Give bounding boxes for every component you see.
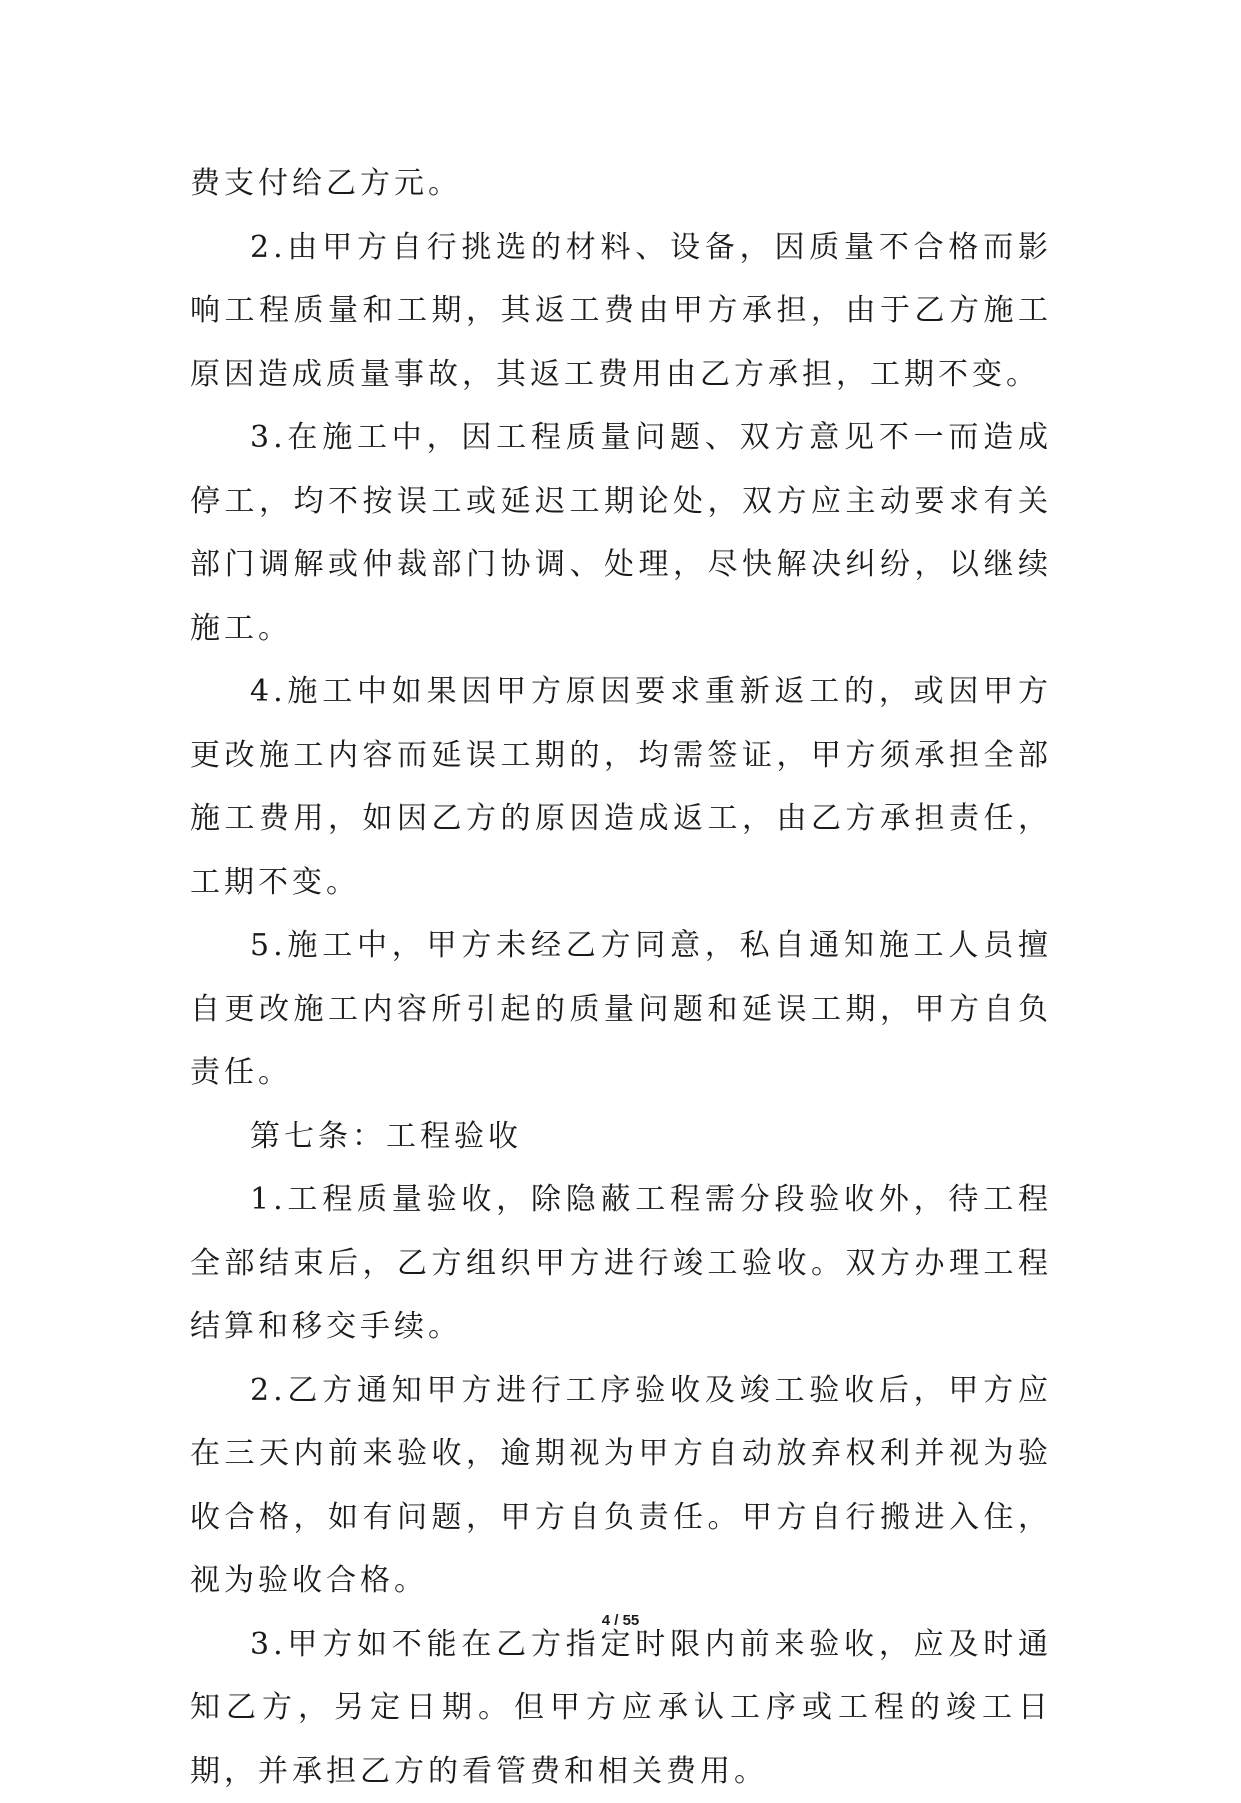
paragraph: 1.工程质量验收，除隐蔽工程需分段验收外，待工程全部结束后，乙方组织甲方进行竣工验收。双方办理工程结算和移交手续。 — [190, 1168, 1052, 1359]
paragraph: 2.乙方通知甲方进行工序验收及竣工验收后，甲方应在三天内前来验收，逾期视为甲方自动放弃权利并视为验收合格，如有问题，甲方自负责任。甲方自行搬进入住，视为验收合格。 — [190, 1359, 1052, 1613]
document-body — [190, 152, 1052, 1803]
paragraph: 4.施工中如果因甲方原因要求重新返工的，或因甲方更改施工内容而延误工期的，均需签证，甲方须承担全部施工费用，如因乙方的原因造成返工，由乙方承担责任，工期不变。 — [190, 660, 1052, 914]
page-number: 4 / 55 — [0, 1612, 1241, 1629]
paragraph: 3.甲方如不能在乙方指定时限内前来验收，应及时通知乙方，另定日期。但甲方应承认工序或工程的竣工日期，并承担乙方的看管费和相关费用。 — [190, 1613, 1052, 1803]
paragraph: 2.由甲方自行挑选的材料、设备，因质量不合格而影响工程质量和工期，其返工费由甲方承担，由于乙方施工原因造成质量事故，其返工费用由乙方承担，工期不变。 — [190, 216, 1052, 407]
paragraph: 3.在施工中，因工程质量问题、双方意见不一而造成停工，均不按误工或延迟工期论处，双方应主动要求有关部门调解或仲裁部门协调、处理，尽快解决纠纷，以继续施工。 — [190, 406, 1052, 660]
paragraph: 5.施工中，甲方未经乙方同意，私自通知施工人员擅自更改施工内容所引起的质量问题和延误工期，甲方自负责任。 — [190, 914, 1052, 1105]
paragraph: 费支付给乙方元。 — [190, 152, 1052, 216]
section-heading: 第七条：工程验收 — [190, 1105, 1052, 1169]
